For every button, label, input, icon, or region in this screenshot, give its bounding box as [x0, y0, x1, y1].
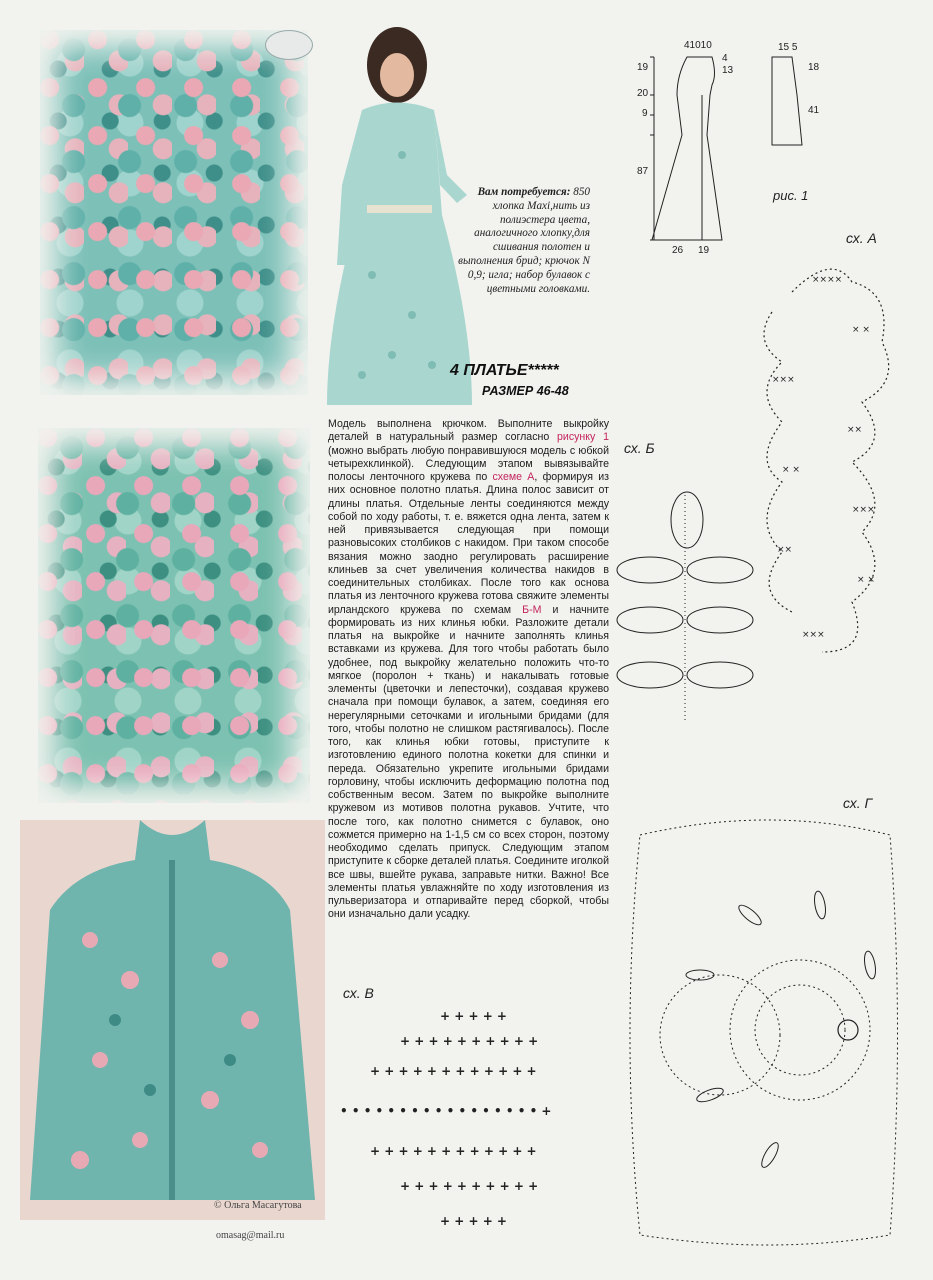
photo-credit: © Ольга Масагутова: [214, 1200, 302, 1211]
dim-sleeve-1: 18: [808, 62, 820, 73]
scheme-g-label: сх. Г: [843, 795, 873, 811]
magazine-logo-seal: [265, 30, 313, 60]
scheme-b-label: сх. Б: [624, 440, 655, 456]
svg-text:+ + + + + + + + + +: + + + + + + + + + +: [400, 1034, 539, 1048]
dim-left-2: 20: [637, 88, 649, 99]
scheme-a-label: сх. А: [846, 230, 877, 246]
dim-sleeve-top: 15 5: [778, 42, 798, 53]
instructions-part-3: , формируя из них основное полотно платья. Длина полос зависит от длины платья. Отдельные ленты соединяются между собой по ходу работы, т. е. вяжется одна лента, затем к ней привязывается следующая при помощи разновысоких столбиков с накидом. При таком способе вязания можно заодно регулировать расширение клиньев за счет увеличения количества накидов в соединительных столбиках. После того как основа платья из ленточного кружева готова свяжите элементы ирландского кружева по схемам: [328, 471, 609, 616]
figure-reference: рисунку 1: [557, 431, 609, 444]
instructions-part-4: и начните формировать из них клинья юбки. Разложите детали платья на выкройке и начните заполнять клинья вставками из кружева. Для того чтобы работать было удобнее, под выкройку желательно положить что-то мягкое (поролон + ткань) и накалывать готовые элементы (цветочки и лепесточки), создавая кружево сначала при помощи булавок, а затем, соединяя его нерегулярными сеточками и игольными бридами (для того, чтобы полотно не слишком растягивалось). После того, как клинья юбки готовы, приступите к изготовлению единого полотна кокетки для спинки и переда. Обязательно укрепите игольными бридами горловину, чтобы исключить деформацию полотна под собственным весом. Затем по выкройке выполните кружевом из мотивов полотна рукавов. Учтите, что после того, как полотно снимется с булавок, оно сожмется примерно на 1-1,5 см со всех сторон, поэтому необходимо сделать припуск. Следующим этапом приступите к сборке деталей платья. Соедините иголкой все швы, вшейте рукава, заправьте нитки. Важно! Все элементы платья увлажняйте по ходу изготовления из пульверизатора и отпаривайте перед сборкой, чтобы они изначально дали усадку.: [328, 603, 609, 921]
scheme-v-diagram: [340, 1005, 600, 1245]
scheme-b-diagram: [615, 485, 755, 725]
lace-detail-photo-top: [40, 30, 308, 395]
dim-right-2: 13: [722, 65, 734, 76]
materials-heading: Вам потребуется:: [477, 186, 571, 198]
lace-detail-photo-middle: [38, 428, 310, 803]
dim-right-1: 4: [722, 53, 728, 64]
dim-left-3: 9: [642, 108, 648, 119]
svg-text:×××: ×××: [772, 375, 795, 385]
svg-text:××××: ××××: [812, 275, 843, 285]
svg-text:+ + + + +: + + + + +: [440, 1214, 507, 1228]
svg-text:• • • • • • • • • • • • • • •: • • • • • • • • • • • • • • • • • +: [340, 1104, 552, 1118]
dim-bottom-2: 19: [698, 245, 710, 256]
dim-left-1: 19: [637, 62, 649, 73]
svg-text:××: ××: [847, 425, 863, 435]
svg-text:× ×: × ×: [782, 465, 800, 475]
model-title: 4 ПЛАТЬЕ*****: [450, 362, 559, 379]
svg-text:+ + + + + + + + + + + +: + + + + + + + + + + + +: [370, 1144, 537, 1158]
svg-text:+ + + + + + + + + +: + + + + + + + + + +: [400, 1179, 539, 1193]
svg-text:× ×: × ×: [857, 575, 875, 585]
dim-top: 41010: [684, 40, 712, 51]
instructions-part-2: (можно выбрать любую понравившуюся модель с юбкой четырехклинкой). Следующим этапом вывязывайте полосы ленточного кружева по: [328, 444, 609, 483]
svg-text:×××: ×××: [852, 505, 875, 515]
scheme-b-m-reference: Б-М: [522, 603, 542, 616]
svg-text:+ + + + +: + + + + +: [440, 1009, 507, 1023]
materials-block: [445, 186, 590, 296]
dim-bottom-1: 26: [672, 245, 684, 256]
instructions-text: [328, 418, 609, 922]
figure-caption: рис. 1: [773, 188, 809, 203]
scheme-g-diagram: [620, 815, 905, 1250]
model-size: РАЗМЕР 46-48: [482, 384, 569, 398]
svg-text:××: ××: [777, 545, 793, 555]
svg-text:+ + + + + + + + + + + +: + + + + + + + + + + + +: [370, 1064, 537, 1078]
lace-jacket-photo: [20, 820, 325, 1220]
dim-left-4: 87: [637, 166, 649, 177]
scheme-a-diagram: [752, 252, 902, 672]
author-email: omasag@mail.ru: [216, 1230, 285, 1241]
dim-sleeve-2: 41: [808, 105, 820, 116]
instructions-part-1: Модель выполнена крючком. Выполните выкройку деталей в натуральный размер согласно: [328, 418, 609, 444]
svg-text:×××: ×××: [802, 630, 825, 640]
scheme-a-reference: схеме А: [492, 471, 535, 483]
scheme-v-label: сх. В: [343, 985, 374, 1001]
materials-text: 850 хлопка Maxi,нить из полиэстера цвета, аналогичного хлопку,для сшивания полотен и выполнения брид; крючок N 0,9; игла; набор булавок с цветными головками.: [458, 186, 590, 295]
svg-text:× ×: × ×: [852, 325, 870, 335]
